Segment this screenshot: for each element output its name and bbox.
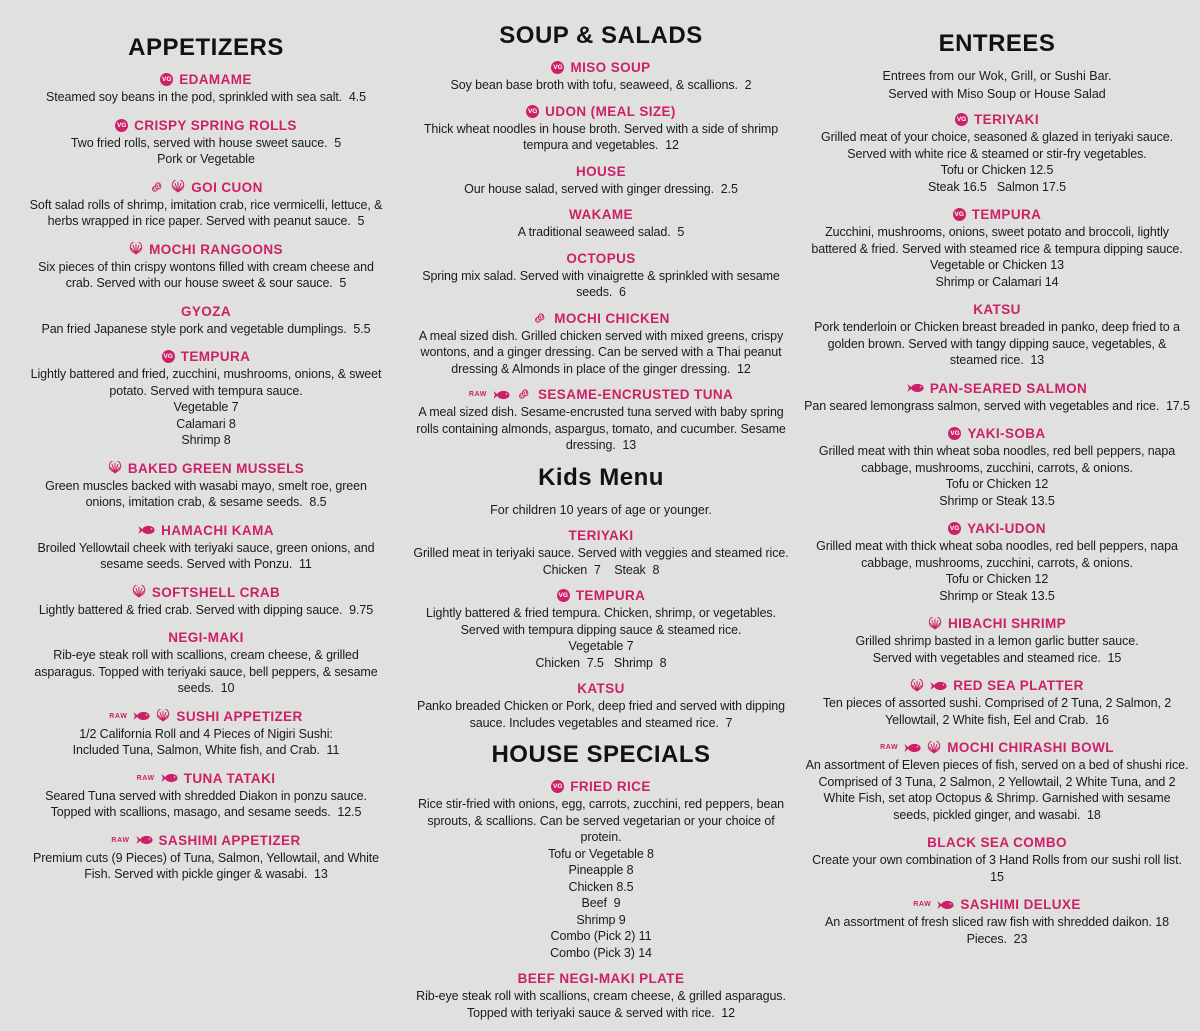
menu-item-line: Create your own combination of 3 Hand Rolls from our sushi roll list. 15 [812,853,1189,884]
menu-item-header [804,897,1190,912]
menu-item-name: SASHIMI DELUXE [960,897,1081,912]
menu-item [26,630,386,697]
menu-item-name: FRIED RICE [570,779,651,794]
menu-item-name: TERIYAKI [974,112,1039,127]
menu-item-line: Steamed soy beans in the pod, sprinkled with sea salt. 4.5 [46,90,366,104]
menu-item-header [406,387,796,402]
menu-item-header [26,585,386,600]
menu-item-header [26,630,386,645]
menu-item-name: BLACK SEA COMBO [927,835,1067,850]
menu-item-header [26,118,386,133]
menu-item-header [406,779,796,794]
menu-item [26,523,386,573]
menu-item-name: HAMACHI KAMA [161,522,274,538]
menu-item-line: Broiled Yellowtail cheek with teriyaki sauce, green onions, and sesame seeds. Served with Ponzu. 11 [37,540,378,571]
menu-item-line: A traditional seaweed salad. 5 [517,225,685,239]
vegetarian-icon: VG [162,350,175,363]
menu-item-header [804,112,1190,127]
shellfish-icon [928,617,942,631]
menu-item-header [406,588,796,603]
menu-item [804,426,1190,509]
section-title: Kids Menu [538,463,664,491]
menu-item-line: Chicken 7 Steak 8 [542,562,660,577]
menu-item-line: Tofu or Chicken 12 [945,477,1049,491]
menu-item-header [804,207,1190,222]
fish-icon [493,390,510,400]
menu-section [804,30,1190,947]
menu-item-name: RED SEA PLATTER [953,678,1084,693]
menu-item-header [406,104,796,119]
menu-section [406,464,796,732]
menu-item-name: SOFTSHELL CRAB [151,584,281,600]
menu-item-line: Rib-eye steak roll with scallions, cream cheese, & grilled asparagus. Topped with teriyaki sauce & served with rice. 12 [416,989,789,1020]
menu-item-header [406,528,796,543]
menu-item-line: Shrimp or Steak 13.5 [939,493,1055,508]
raw-icon: RAW [109,712,128,720]
menu-item-header [26,180,386,195]
menu-item-header [406,207,796,222]
menu-item-line: Spring mix salad. Served with vinaigrette & sprinkled with sesame seeds. 6 [422,268,784,299]
menu-item [406,251,796,301]
menu-item-line: Grilled meat in teriyaki sauce. Served with veggies and steamed rice. [413,546,789,560]
shellfish-icon [910,679,924,693]
fish-icon [138,525,155,535]
menu-item-line: Shrimp or Calamari 14 [935,274,1059,289]
shellfish-icon [129,242,143,256]
menu-item-line: Premium cuts (9 Pieces) of Tuna, Salmon, Yellowtail, and White Fish. Served with pickle ginger & wasabi. 13 [32,850,383,881]
menu-item-line: Lightly battered & fried tempura. Chicken, shrimp, or vegetables. Served with tempura dipping sauce & steamed rice. [426,606,780,637]
menu-item [804,616,1190,666]
menu-item-header [26,709,386,724]
menu-item-line: Grilled meat with thick wheat soba noodles, red bell peppers, napa cabbage, mushrooms, zucchini, carrots, & onions. [816,539,1182,570]
menu-item-header [804,521,1190,536]
raw-icon: RAW [111,836,130,844]
section-intro-line: Served with Miso Soup or House Salad [888,86,1106,101]
menu-item-line: Vegetable 7 [568,639,634,653]
menu-item-header [804,740,1190,755]
menu-item-line: Shrimp 8 [181,433,231,447]
section-title: APPETIZERS [128,34,284,61]
menu-item-name: HOUSE [575,163,626,179]
vegetarian-icon: VG [953,208,966,221]
menu-item [804,835,1190,885]
menu-item-line: Seared Tuna served with shredded Diakon in ponzu sauce. Topped with scallions, masago, and sesame seeds. 12.5 [45,788,371,819]
menu-item-line: Six pieces of thin crispy wontons filled with cream cheese and crab. Served with our house sweet & sour sauce. 5 [38,259,378,290]
menu-item-header [804,835,1190,850]
menu-item-line: An assortment of fresh sliced raw fish with shredded daikon. 18 Pieces. 23 [825,915,1173,946]
menu-item-header [804,302,1190,317]
menu-item-line: Pineapple 8 [568,863,634,877]
menu-item [26,180,386,230]
raw-icon: RAW [136,774,155,782]
section-intro-line: For children 10 years of age or younger. [490,502,712,517]
vegetarian-icon: VG [115,119,128,132]
menu-item-name: EDAMAME [179,72,252,87]
raw-icon: RAW [913,901,932,908]
menu-item [804,740,1190,823]
menu-item-line: Calamari 8 [176,416,236,431]
menu-item [26,833,386,883]
menu-item-name: OCTOPUS [566,250,636,266]
menu-item-header [26,523,386,538]
menu-section [26,34,386,883]
menu-item-name: UDON (MEAL SIZE) [545,103,676,119]
menu-item [26,242,386,292]
menu-item [406,207,796,241]
section-title: HOUSE SPECIALS [491,741,711,768]
menu-item-name: TEMPURA [180,349,251,364]
menu-item [26,585,386,619]
menu-item-line: Chicken 8.5 [568,879,634,894]
menu-item-line: Shrimp 9 [576,912,626,927]
menu-item-line: Ten pieces of assorted sushi. Comprised of 2 Tuna, 2 Salmon, 2 Yellowtail, 2 White fish, Eel and Crab. 16 [822,696,1175,727]
shellfish-icon [108,461,122,475]
peanut-icon [516,388,532,401]
menu-item-line: Rib-eye steak roll with scallions, cream cheese, & grilled asparagus. Topped with teriyaki sauce, bell peppers, & sesame seeds. 10 [34,648,381,695]
menu-item-line: Lightly battered & fried crab. Served with dipping sauce. 9.75 [38,602,374,617]
menu-item-line: Green muscles backed with wasabi mayo, smelt roe, green onions, imitation crab, & sesame seeds. 8.5 [45,478,371,509]
menu-item-line: Combo (Pick 2) 11 [550,929,652,943]
menu-item-name: CRISPY SPRING ROLLS [134,117,297,133]
menu-item-name: BEEF NEGI-MAKI PLATE [517,971,685,986]
menu-item-header [26,771,386,786]
section-title: ENTREES [938,30,1056,57]
menu-item-line: An assortment of Eleven pieces of fish, served on a bed of shushi rice. Comprised of 3 Tuna, 2 Salmon, 2 Yellowtail, 2 White Tuna, and 2 White Fish, set atop Octopus & Shrimp. Garnished with sesame seeds, pickled ginger, and wasabi. 18 [805,758,1192,822]
menu-item-name: PAN-SEARED SALMON [929,380,1088,396]
menu-item-name: SASHIMI APPETIZER [158,832,301,848]
menu-item-header [406,311,796,326]
menu-item-line: Tofu or Chicken 12.5 [940,163,1054,177]
menu-column-entrees [804,0,1190,959]
menu-item [406,588,796,671]
menu-item-name: NEGI-MAKI [168,630,244,645]
menu-item [26,771,386,821]
menu-item-header [406,251,796,266]
menu-item-line: Our house salad, served with ginger dressing. 2.5 [464,181,738,196]
menu-item [26,304,386,338]
menu-item-line: Pork tenderloin or Chicken breast breaded in panko, deep fried to a golden brown. Served with tangy dipping sauce, vegetables, & steamed rice. 13 [814,320,1184,367]
menu-item [26,349,386,449]
section-title: SOUP & SALADS [499,22,703,49]
menu-item-line: Soy bean base broth with tofu, seaweed, & scallions. 2 [450,78,752,92]
menu-item-line: 1/2 California Roll and 4 Pieces of Nigiri Sushi: [79,726,333,741]
menu-item [26,461,386,511]
menu-item-header [406,60,796,75]
fish-icon [904,743,921,753]
shellfish-icon [171,180,185,194]
menu-section [406,22,796,454]
menu-item-name: MOCHI RANGOONS [149,241,283,257]
menu-item-line: Vegetable 7 [173,400,239,414]
vegetarian-icon: VG [551,780,564,793]
menu-item-header [26,349,386,364]
menu-item-name: YAKI-UDON [967,521,1046,536]
menu-item-line: Served with vegetables and steamed rice. 15 [872,650,1122,665]
menu-item [804,112,1190,195]
menu-item [406,311,796,378]
menu-item-name: GOI CUON [191,179,263,195]
menu-item-line: Shrimp or Steak 13.5 [939,588,1055,603]
menu-item-line: Tofu or Chicken 12 [945,572,1049,586]
fish-icon [907,383,924,393]
menu-item-name: MISO SOUP [570,60,651,75]
menu-item [406,164,796,198]
menu-item-header [804,616,1190,631]
menu-item [26,72,386,106]
menu-column-soups-kids-specials [406,0,796,1031]
menu-item-line: Rice stir-fried with onions, egg, carrots, zucchini, red peppers, bean sprouts, & scallions. Can be served vegetarian or your choice of protein. [417,797,788,844]
menu-item-header [406,681,796,696]
menu-item-line: Chicken 7.5 Shrimp 8 [535,655,667,670]
menu-item-line: Pork or Vegetable [157,152,255,166]
menu-item [406,60,796,94]
menu-item-name: YAKI-SOBA [967,426,1046,441]
menu-item-header [26,72,386,87]
vegetarian-icon: VG [557,589,570,602]
vegetarian-icon: VG [955,113,968,126]
menu-item-line: Panko breaded Chicken or Pork, deep fried and served with dipping sauce. Includes vegetables and steamed rice. 7 [416,699,789,730]
menu-column-appetizers [26,0,386,895]
menu-item [804,521,1190,604]
section-intro [804,68,1190,102]
menu-item-name: MOCHI CHICKEN [554,310,670,326]
menu-item-name: MOCHI CHIRASHI BOWL [947,740,1114,755]
menu-item-line: A meal sized dish. Grilled chicken served with mixed greens, crispy wontons, and a ginger dressing. Can be served with a Thai peanut dressing & Almonds in place of the ginger dressing. 12 [418,328,787,376]
section-intro [406,502,796,519]
menu-item [406,971,796,1021]
menu-item-name: KATSU [973,302,1021,317]
vegetarian-icon: VG [948,427,961,440]
menu-item-name: BAKED GREEN MUSSELS [127,460,305,476]
raw-icon: RAW [880,744,899,751]
menu-item [26,709,386,759]
menu-item-line: A meal sized dish. Sesame-encrusted tuna served with baby spring rolls containing almonds, aspargus, tomato, and cucumber. Sesame dressing. 13 [416,405,790,452]
menu-item-header [804,678,1190,693]
vegetarian-icon: VG [160,73,173,86]
menu-item-line: Steak 16.5 Salmon 17.5 [928,179,1066,194]
menu-item-line: Included Tuna, Salmon, White fish, and Crab. 11 [72,743,340,757]
menu-item-line: Zucchini, mushrooms, onions, sweet potato and broccoli, lightly battered & fried. Served with steamed rice & tempura dipping sauce. [811,225,1183,256]
menu-item-line: Tofu or Vegetable 8 [548,846,654,861]
menu-item-line: Two fried rolls, served with house sweet sauce. 5 [70,135,342,150]
section-intro-line: Entrees from our Wok, Grill, or Sushi Bar. [882,69,1112,83]
shellfish-icon [132,585,146,599]
menu-item-header [26,461,386,476]
menu-item-name: TERIYAKI [568,528,634,543]
menu-item-line: Beef 9 [581,896,621,910]
menu-item [804,897,1190,947]
vegetarian-icon: VG [551,61,564,74]
fish-icon [136,835,153,845]
menu-item-line: Grilled meat with thin wheat soba noodles, red bell peppers, napa cabbage, mushrooms, zucchini, carrots, & onions. [818,444,1179,475]
menu-item-name: SUSHI APPETIZER [176,708,303,724]
shellfish-icon [927,741,941,755]
vegetarian-icon: VG [526,105,539,118]
menu-item [406,104,796,154]
menu-item-header [26,304,386,319]
menu-item [804,381,1190,415]
menu-item-line: Thick wheat noodles in house broth. Served with a side of shrimp tempura and vegetables. 12 [423,121,782,152]
menu-item-header [406,971,796,986]
fish-icon [930,681,947,691]
shellfish-icon [156,709,170,723]
menu-item-line: Grilled shrimp basted in a lemon garlic butter sauce. [855,634,1139,648]
menu-item-line: Soft salad rolls of shrimp, imitation crab, rice vermicelli, lettuce, & herbs wrapped in rice paper. Served with peanut sauce. 5 [29,197,386,228]
menu-item-name: GYOZA [180,303,231,319]
menu-item [406,779,796,961]
raw-icon: RAW [468,391,487,398]
vegetarian-icon: VG [948,522,961,535]
menu-item-name: SESAME-ENCRUSTED TUNA [537,387,734,402]
menu-item [406,387,796,454]
menu-item-name: TEMPURA [575,588,646,603]
peanut-icon [149,181,165,194]
menu-section [406,741,796,1021]
menu-item-name: TUNA TATAKI [183,770,276,786]
menu-item-header [26,833,386,848]
menu-item-name: KATSU [577,681,625,696]
menu-item [804,207,1190,290]
fish-icon [133,711,150,721]
menu-item-line: Lightly battered and fried, zucchini, mushrooms, onions, & sweet potato. Served with tempura sauce. [30,367,385,398]
menu-item [26,118,386,168]
menu-item [804,302,1190,369]
menu-item-name: HIBACHI SHRIMP [947,616,1067,631]
menu-item-header [804,426,1190,441]
menu-item [804,678,1190,728]
menu-item-line: Vegetable or Chicken 13 [930,258,1064,272]
menu-item-line: Grilled meat of your choice, seasoned & glazed in teriyaki sauce. Served with white rice & steamed or stir-fry vegetables. [820,130,1177,161]
menu-item-name: TEMPURA [971,207,1042,222]
fish-icon [161,773,178,783]
menu-item [406,681,796,731]
peanut-icon [532,312,548,325]
menu-item-header [804,381,1190,396]
menu-item [406,528,796,578]
menu-item-header [406,164,796,179]
menu-item-header [26,242,386,257]
menu-item-line: Pan seared lemongrass salmon, served with vegetables and rice. 17.5 [804,398,1190,413]
fish-icon [937,900,954,910]
menu-item-line: Combo (Pick 3) 14 [550,945,652,960]
menu-item-name: WAKAME [569,207,633,222]
menu-item-line: Pan fried Japanese style pork and vegetable dumplings. 5.5 [41,321,371,336]
